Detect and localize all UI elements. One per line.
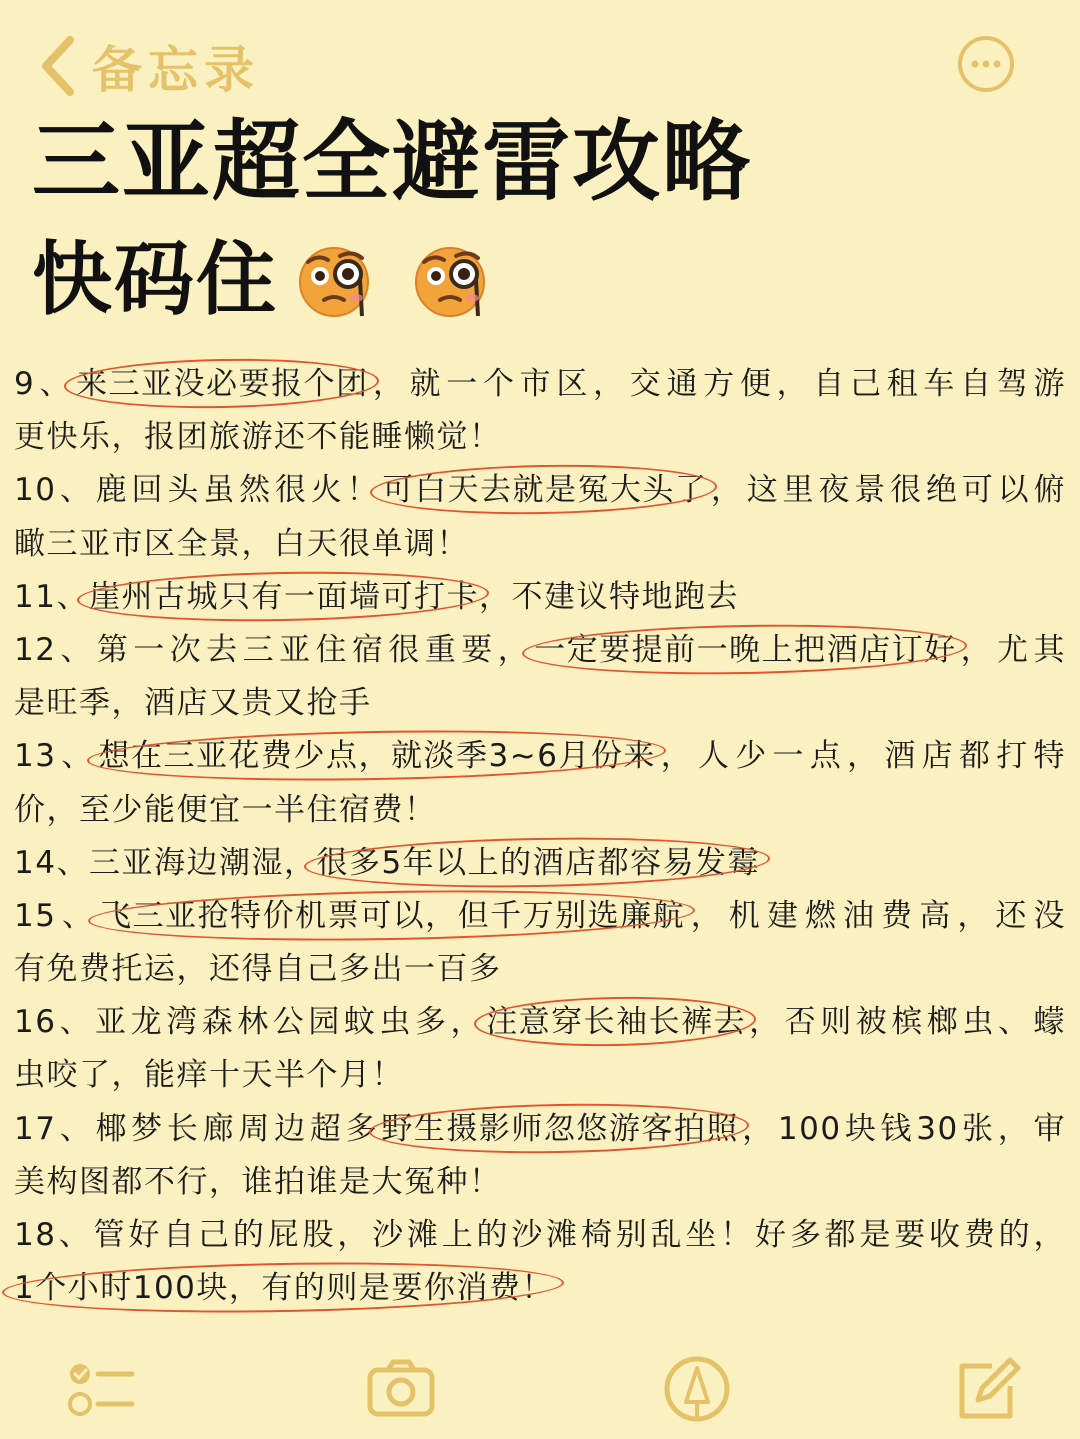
tip-text: ，不建议特地跑去 [478, 578, 739, 615]
tip-12-line2: 是旺季，酒店又贵又抢手 [14, 685, 372, 722]
tip-number: 9、 [14, 366, 77, 402]
camera-icon [366, 1354, 436, 1424]
tip-text: ，就一个市区，交通方便，自己租车自驾游 [368, 366, 1066, 402]
tip-17-line2: 美构图都不行，谁拍谁是大冤种！ [14, 1163, 502, 1200]
tip-number: 15、 [14, 897, 101, 934]
compose-button[interactable] [952, 1354, 1022, 1424]
highlight-circle: 1个小时100块，有的则是要你消费！ [14, 1270, 554, 1307]
tip-text: 鹿回头虽然很火！ [95, 472, 383, 509]
tip-number: 16、 [14, 1004, 96, 1041]
tip-15-line2: 有免费托运，还得自己多出一百多 [14, 951, 502, 988]
tip-text: ，机建燃油费高，还没 [685, 897, 1066, 934]
checklist-button[interactable] [66, 1354, 136, 1424]
highlight-circle: 注意穿长袖长裤去 [486, 1004, 747, 1041]
note-body[interactable] [14, 358, 1066, 1315]
tip-text: 亚龙湾森林公园蚊虫多， [95, 1004, 487, 1041]
face-with-monocle-icon [410, 240, 490, 320]
more-options-icon[interactable] [956, 34, 1016, 94]
note-title-line2 [32, 232, 490, 328]
tip-text: ，尤其 [956, 631, 1067, 668]
tip-14-line1 [14, 837, 1066, 890]
highlight-circle: 很多5年以上的酒店都容易发霉 [316, 844, 761, 881]
tip-text: 椰梦长廊周边超多 [95, 1110, 382, 1147]
tip-18-line2 [14, 1262, 1066, 1315]
tip-text: ，否则被槟榔虫、蠓 [746, 1004, 1067, 1041]
tip-text: 管好自己的屁股，沙滩上的沙滩椅别乱坐！好多都是要收费的， [93, 1217, 1066, 1253]
tip-number: 14、 [14, 844, 89, 881]
tip-16-line1 [14, 996, 1066, 1049]
tip-number: 10、 [14, 472, 96, 509]
tip-text: 第一次去三亚住宿很重要， [96, 631, 535, 668]
tip-9-line1 [14, 358, 1066, 411]
tip-number: 13、 [14, 738, 99, 775]
face-with-monocle-icon [294, 240, 374, 320]
tip-10-line1 [14, 464, 1066, 517]
chevron-left-icon [38, 34, 78, 98]
tip-13-line2: 价，至少能便宜一半住宿费！ [14, 791, 437, 828]
tip-17-line1 [14, 1103, 1066, 1156]
tip-16-line2: 虫咬了，能痒十天半个月！ [14, 1057, 404, 1094]
tip-number: 11、 [14, 578, 89, 615]
tip-number: 17、 [14, 1110, 96, 1147]
markup-button[interactable] [662, 1354, 732, 1424]
back-button[interactable] [38, 30, 260, 102]
highlight-circle: 飞三亚抢特价机票可以，但千万别选廉航 [100, 897, 686, 934]
tip-number: 18、 [14, 1217, 94, 1253]
highlight-circle: 野生摄影师忽悠游客拍照 [381, 1110, 739, 1147]
tip-text: ，100块钱30张，审 [738, 1110, 1066, 1147]
tip-9-line2: 更快乐，报团旅游还不能睡懒觉！ [14, 419, 502, 456]
highlight-circle: 一定要提前一晚上把酒店订好 [534, 631, 957, 668]
tip-13-line1 [14, 730, 1066, 783]
tip-10-line2: 瞰三亚市区全景，白天很单调！ [14, 525, 469, 562]
note-title-line1: 三亚超全避雷攻略 [32, 110, 753, 213]
tip-12-line1 [14, 624, 1066, 677]
pen-markup-icon [662, 1354, 732, 1424]
checklist-icon [66, 1354, 136, 1424]
highlight-circle: 可白天去就是冤大头了 [382, 472, 708, 509]
note-title-text: 快码住 [32, 233, 278, 326]
back-label: 备忘录 [92, 41, 260, 99]
top-bar [0, 0, 1080, 120]
tip-15-line1 [14, 890, 1066, 943]
camera-button[interactable] [366, 1354, 436, 1424]
compose-icon [952, 1354, 1022, 1424]
highlight-circle: 想在三亚花费少点，就淡季3~6月份来 [98, 738, 656, 775]
tip-number: 12、 [14, 631, 97, 668]
tip-text: ，这里夜景很绝可以俯 [707, 472, 1067, 509]
tip-text: 三亚海边潮湿， [88, 844, 317, 881]
tip-text: ，人少一点，酒店都打特 [655, 738, 1067, 775]
bottom-toolbar [0, 1338, 1080, 1439]
highlight-circle: 崖州古城只有一面墙可打卡 [88, 578, 479, 615]
tip-18-line1 [14, 1209, 1066, 1262]
highlight-circle: 来三亚没必要报个团 [76, 366, 369, 402]
tip-11-line1 [14, 571, 1066, 624]
